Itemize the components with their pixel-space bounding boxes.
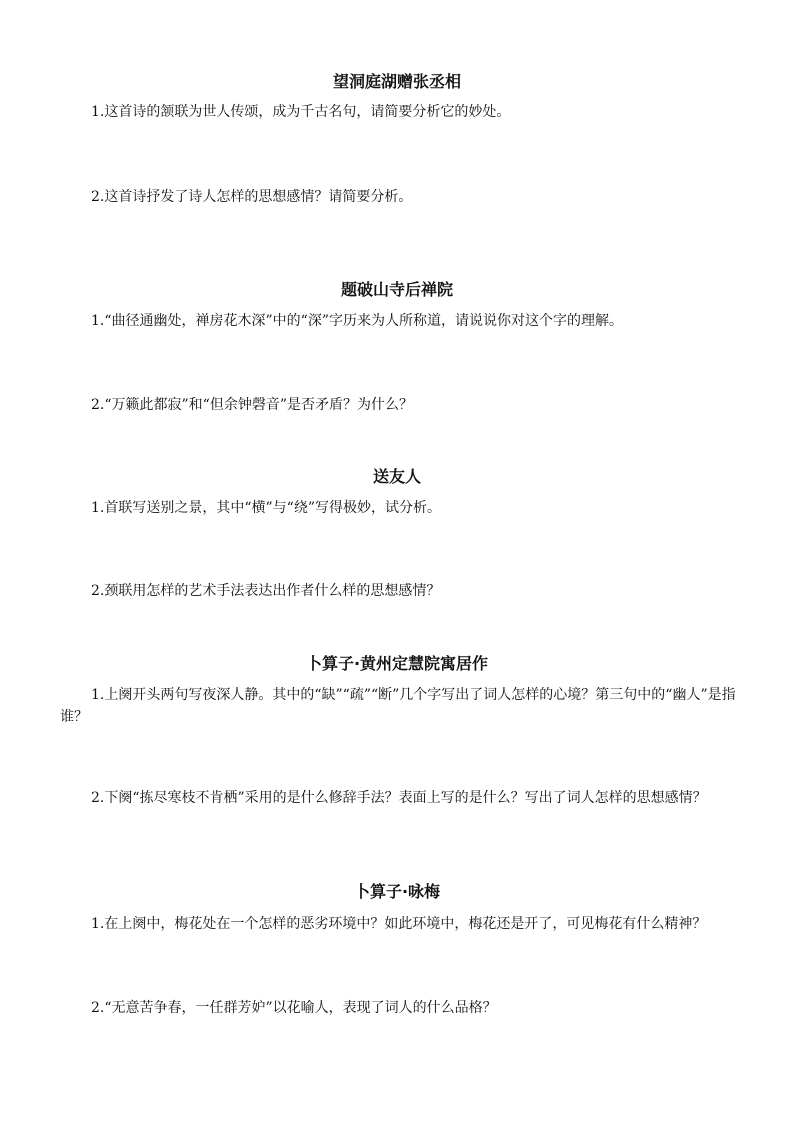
question-1-wangdongting: 1.这首诗的颔联为世人传颂，成为千古名句，请简要分析它的妙处。 — [91, 104, 511, 120]
question-2-songyouren: 2.颈联用怎样的艺术手法表达出作者什么样的思想感情？ — [91, 583, 441, 599]
section-title-busuanzi-yongmei: 卜算子·咏梅 — [353, 882, 441, 901]
question-1-songyouren: 1.首联写送别之景，其中“横”与“绕”写得极妙，试分析。 — [91, 500, 441, 516]
question-2-poshansi: 2.“万籁此都寂”和“但余钟磬音”是否矛盾？为什么？ — [91, 397, 413, 413]
question-1-busuanzi-huangzhou: 1.上阕开头两句写夜深人静。其中的“缺”“疏”“断”几个字写出了词人怎样的心境？第三句中的“幽人”是指谁？ — [60, 687, 736, 725]
question-2-busuanzi-huangzhou: 2.下阕“拣尽寒枝不肯栖”采用的是什么修辞手法？表面上写的是什么？写出了词人怎样的思想感情？ — [91, 790, 707, 806]
section-title-busuanzi-huangzhou: 卜算子·黄州定慧院寓居作 — [305, 654, 489, 673]
question-1-poshansi: 1.“曲径通幽处，禅房花木深”中的“深”字历来为人所称道，请说说你对这个字的理解。 — [91, 313, 623, 329]
question-2-busuanzi-yongmei: 2.“无意苦争春，一任群芳妒”以花喻人，表现了词人的什么品格？ — [91, 1000, 497, 1016]
section-title-wangdongting: 望洞庭湖赠张丞相 — [332, 72, 461, 91]
section-title-poshansi: 题破山寺后禅院 — [340, 280, 453, 299]
section-title-songyouren: 送友人 — [372, 467, 421, 486]
question-1-busuanzi-yongmei: 1.在上阕中，梅花处在一个怎样的恶劣环境中？如此环境中，梅花还是开了，可见梅花有什么精神？ — [91, 916, 707, 932]
question-2-wangdongting: 2.这首诗抒发了诗人怎样的思想感情？请简要分析。 — [91, 189, 413, 205]
